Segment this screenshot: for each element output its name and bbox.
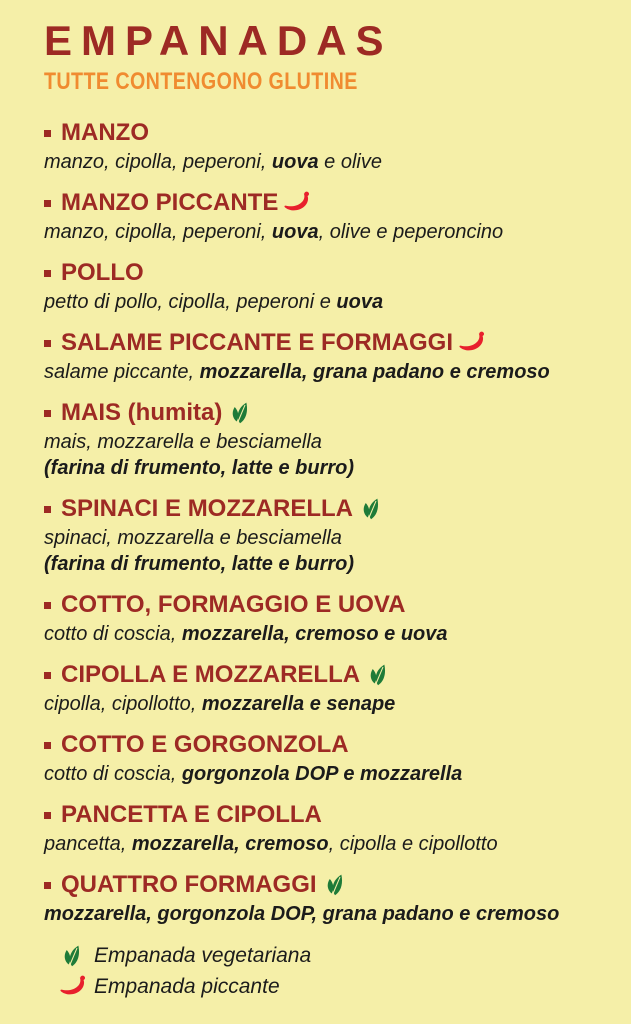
leaf-icon	[60, 943, 86, 969]
leaf-icon	[323, 872, 349, 898]
item-description	[44, 359, 613, 385]
item-name: QUATTRO FORMAGGI	[61, 871, 317, 899]
bullet-square-icon	[44, 340, 51, 347]
item-description-line: spinaci, mozzarella e besciamella	[44, 527, 342, 550]
item-description-line: cotto di coscia, gorgonzola DOP e mozzarella	[44, 763, 463, 786]
bullet-square-icon	[44, 672, 51, 679]
bullet-square-icon	[44, 742, 51, 749]
bullet-square-icon	[44, 506, 51, 513]
item-description	[44, 289, 613, 315]
bullet-square-icon	[44, 410, 51, 417]
item-description-line: salame piccante, mozzarella, grana padano e cremoso	[44, 361, 550, 384]
item-name: SALAME PICCANTE E FORMAGGI	[61, 329, 454, 357]
menu-item	[44, 660, 613, 717]
menu-item	[44, 118, 613, 175]
item-name: COTTO, FORMAGGIO E UOVA	[61, 591, 406, 619]
item-description	[44, 761, 613, 787]
item-description-line: (farina di frumento, latte e burro)	[44, 457, 355, 480]
item-description	[44, 525, 613, 577]
bullet-square-icon	[44, 270, 51, 277]
item-description-line: pancetta, mozzarella, cremoso, cipolla e cipollotto	[44, 833, 498, 856]
bullet-square-icon	[44, 812, 51, 819]
legend	[44, 940, 613, 1002]
item-name: COTTO E GORGONZOLA	[61, 731, 349, 759]
legend-label: Empanada piccante	[94, 975, 280, 999]
menu-item	[44, 328, 613, 385]
menu-item	[44, 398, 613, 481]
legend-label: Empanada vegetariana	[94, 944, 312, 968]
item-description-line: petto di pollo, cipolla, peperoni e uova	[44, 291, 384, 314]
item-name: MANZO	[61, 119, 149, 147]
page-subtitle: TUTTE CONTENGONO GLUTINE	[44, 68, 358, 95]
item-description	[44, 219, 613, 245]
menu-item	[44, 870, 613, 927]
item-name: POLLO	[61, 259, 144, 287]
item-description-line: manzo, cipolla, peperoni, uova e olive	[44, 151, 382, 174]
bullet-square-icon	[44, 200, 51, 207]
item-name: MAIS (humita)	[61, 399, 223, 427]
item-description-line: (farina di frumento, latte e burro)	[44, 553, 355, 576]
menu-items-list	[44, 118, 613, 927]
item-description-line: cotto di coscia, mozzarella, cremoso e uova	[44, 623, 448, 646]
item-description	[44, 831, 613, 857]
menu-item	[44, 730, 613, 787]
menu-item	[44, 188, 613, 245]
legend-icon-slot	[54, 943, 86, 969]
item-description	[44, 429, 613, 481]
item-name: CIPOLLA E MOZZARELLA	[61, 661, 361, 689]
item-description	[44, 621, 613, 647]
item-description	[44, 901, 613, 927]
item-description-line: manzo, cipolla, peperoni, uova, olive e peperoncino	[44, 221, 504, 244]
item-description-line: mais, mozzarella e besciamella	[44, 431, 322, 454]
menu-item	[44, 494, 613, 577]
menu-item	[44, 258, 613, 315]
legend-icon-slot	[54, 974, 86, 1000]
legend-row	[54, 971, 613, 1002]
bullet-square-icon	[44, 602, 51, 609]
item-name: PANCETTA E CIPOLLA	[61, 801, 322, 829]
menu-item	[44, 590, 613, 647]
leaf-icon	[366, 662, 392, 688]
bullet-square-icon	[44, 130, 51, 137]
page-title: EMPANADAS	[44, 17, 393, 64]
item-name: MANZO PICCANTE	[61, 189, 279, 217]
legend-row	[54, 940, 613, 971]
chili-pepper-icon	[60, 974, 86, 1000]
item-description-line: cipolla, cipollotto, mozzarella e senape	[44, 693, 396, 716]
chili-pepper-icon	[459, 330, 485, 356]
menu-item	[44, 800, 613, 857]
item-description-line: mozzarella, gorgonzola DOP, grana padano e cremoso	[44, 903, 560, 926]
item-description	[44, 691, 613, 717]
leaf-icon	[359, 496, 385, 522]
item-name: SPINACI E MOZZARELLA	[61, 495, 353, 523]
bullet-square-icon	[44, 882, 51, 889]
leaf-icon	[228, 400, 254, 426]
chili-pepper-icon	[284, 190, 310, 216]
item-description	[44, 149, 613, 175]
